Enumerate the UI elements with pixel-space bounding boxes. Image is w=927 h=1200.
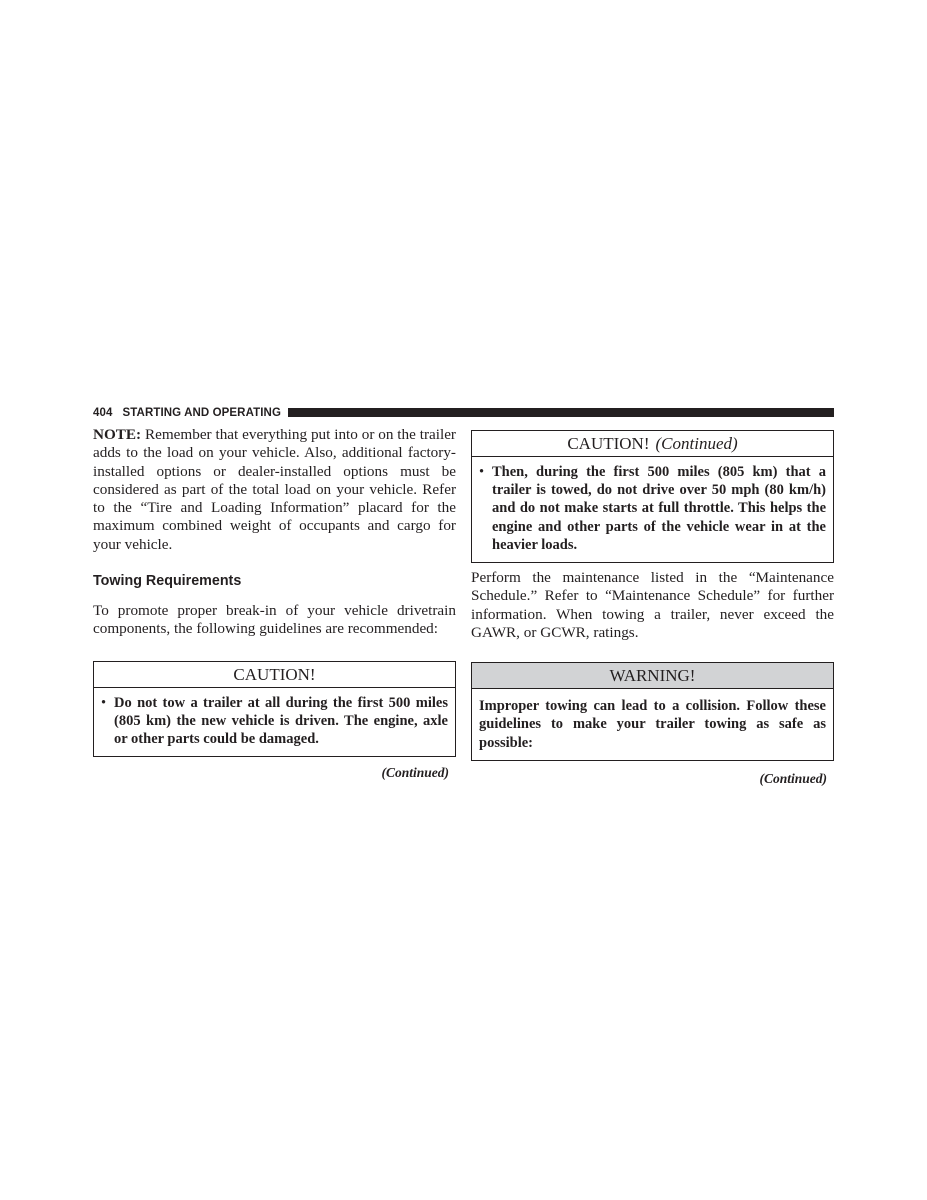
right-column: [471, 430, 834, 787]
bullet-icon: •: [479, 464, 485, 480]
bullet-icon: •: [101, 694, 107, 711]
header-rule: [288, 408, 834, 417]
page-number: 404: [93, 406, 113, 419]
caution-content: [94, 688, 455, 757]
continued-label: (Continued): [759, 770, 827, 786]
warning-title: WARNING!: [472, 663, 833, 689]
note-paragraph: [93, 426, 456, 554]
caution-title: CAUTION!: [94, 662, 455, 688]
caution-continued-content: [472, 457, 833, 562]
page-header: [93, 406, 834, 419]
note-label: NOTE:: [93, 426, 142, 443]
section-title: STARTING AND OPERATING: [122, 406, 282, 419]
warning-text: Improper towing can lead to a collision. Follow these guidelines to make your trailer towing as safe as possible:: [479, 698, 826, 751]
caution-box: [93, 661, 456, 758]
towing-requirements-heading: Towing Requirements: [93, 573, 242, 590]
warning-content: [472, 689, 833, 760]
caution-bullet: [101, 694, 448, 749]
title-continued-suffix: (Continued): [655, 434, 738, 453]
maintenance-paragraph: Perform the maintenance listed in the “Maintenance Schedule.” Refer to “Maintenance Schedule” for further information. When towing a trailer, never exceed the GAWR, or GCWR, ratings.: [471, 569, 834, 641]
caution-continued-title: CAUTION! (Continued): [472, 431, 833, 457]
caution-continued-bullet: [479, 463, 826, 554]
caution-continued-bullet-text: Then, during the first 500 miles (805 km) that a trailer is towed, do not drive over 50 mph (80 km/h) and do not make starts at full throttle. This helps the engine and other parts of the vehicle wear in at the heavier loads.: [492, 464, 826, 553]
warning-box: [471, 662, 834, 761]
note-text: Remember that everything put into or on the trailer adds to the load on your vehicle. Also, additional factory-installed options or dealer-installed options must be considered as part of the total load on your vehicle. Refer to the “Tire and Loading Information” placard for the maximum combined weight of occupants and cargo for your vehicle.: [93, 426, 456, 553]
left-column: [93, 426, 456, 781]
caution-continued-box: [471, 430, 834, 563]
continued-label: (Continued): [381, 765, 449, 781]
caution-bullet-text: Do not tow a trailer at all during the first 500 miles (805 km) the new vehicle is driven. The engine, axle or other parts could be damaged.: [114, 694, 448, 748]
intro-paragraph: To promote proper break-in of your vehicle drivetrain components, the following guidelines are recommended:: [93, 602, 456, 638]
